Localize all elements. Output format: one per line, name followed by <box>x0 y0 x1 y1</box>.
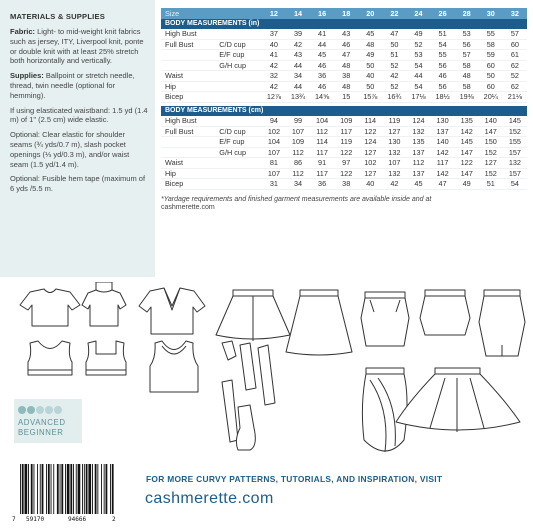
size-header-row <box>161 8 527 19</box>
cup-label <box>219 116 262 126</box>
barcode-bar <box>25 464 28 514</box>
barcode-bar <box>101 464 102 514</box>
measurement-value: 46 <box>334 39 358 50</box>
measurement-value: 152 <box>479 168 503 179</box>
barcode-bar <box>78 464 81 514</box>
measurement-value: 122 <box>455 158 479 169</box>
barcode-bar <box>61 464 63 514</box>
mock-neck-top-drawing <box>82 282 126 326</box>
measurement-label: High Bust <box>161 29 219 39</box>
measurement-value: 124 <box>406 116 430 126</box>
waistband-paragraph: If using elasticated waistband: 1.5 yd (1.4 m) of 1" (2.5 cm) wide elastic. <box>10 105 148 125</box>
measurement-value: 58 <box>479 39 503 50</box>
skill-level-line2: BEGINNER <box>18 427 64 437</box>
measurement-value: 49 <box>455 179 479 190</box>
measurement-value: 48 <box>334 60 358 71</box>
size-cell: 32 <box>503 8 527 19</box>
measurement-value: 44 <box>310 39 334 50</box>
measurement-value: 55 <box>431 50 455 61</box>
measurement-value: 50 <box>382 39 406 50</box>
measurement-value: 46 <box>310 81 334 92</box>
measurement-value: 62 <box>503 81 527 92</box>
measurement-value: 19⅜ <box>455 92 479 103</box>
measurement-value: 119 <box>334 137 358 148</box>
cup-label <box>219 81 262 92</box>
section-heading-cm: BODY MEASUREMENTS (cm) <box>161 106 527 116</box>
measurement-label <box>161 50 219 61</box>
measurement-value: 61 <box>503 50 527 61</box>
cup-label: G/H cup <box>219 60 262 71</box>
measurement-value: 112 <box>286 168 310 179</box>
cup-label <box>219 92 262 103</box>
skill-level-dots <box>18 406 82 414</box>
measurement-value: 94 <box>262 116 286 126</box>
measurement-value: 112 <box>310 126 334 137</box>
section-heading-inches: BODY MEASUREMENTS (in) <box>161 19 527 29</box>
measurement-value: 47 <box>334 50 358 61</box>
optional-elastic-paragraph: Optional: Clear elastic for shoulder seams (¾ yds/0.7 m), slash pocket openings (⅓ yd/0.3 m), and/or waist seam (1.5 yd/1.4 m). <box>10 130 130 169</box>
measurement-value: 38 <box>334 179 358 190</box>
midi-pencil-skirt-drawing <box>479 290 525 356</box>
measurement-value: 14⅝ <box>310 92 334 103</box>
measurement-value: 62 <box>503 60 527 71</box>
measurement-value: 140 <box>479 116 503 126</box>
section-heading-row <box>161 106 527 116</box>
measurement-value: 50 <box>479 71 503 82</box>
measurement-value: 50 <box>358 81 382 92</box>
measurement-value: 58 <box>455 60 479 71</box>
cup-label: C/D cup <box>219 126 262 137</box>
cropped-tee-drawing <box>20 289 80 326</box>
measurement-value: 135 <box>455 116 479 126</box>
scoop-crop-tank-drawing <box>28 341 72 375</box>
measurement-value: 60 <box>503 39 527 50</box>
measurement-value: 34 <box>286 71 310 82</box>
measurement-value: 45 <box>310 50 334 61</box>
table-row <box>161 29 527 39</box>
barcode-bar <box>22 464 24 514</box>
measurement-value: 107 <box>382 158 406 169</box>
measurement-value: 155 <box>503 137 527 148</box>
size-cell: 14 <box>286 8 310 19</box>
table-row <box>161 50 527 61</box>
measurement-value: 48 <box>334 81 358 92</box>
barcode-bar <box>106 464 108 514</box>
measurement-value: 37 <box>262 29 286 39</box>
table-row <box>161 147 527 158</box>
measurement-value: 127 <box>382 126 406 137</box>
barcode-bar <box>76 464 77 514</box>
barcode-digit-left: 7 <box>12 516 16 523</box>
measurement-value: 147 <box>455 168 479 179</box>
table-row <box>161 137 527 148</box>
measurement-value: 16¾ <box>382 92 406 103</box>
measurement-value: 145 <box>503 116 527 126</box>
measurement-value: 49 <box>358 50 382 61</box>
measurement-value: 51 <box>479 179 503 190</box>
measurement-value: 15⅞ <box>358 92 382 103</box>
measurement-label: High Bust <box>161 116 219 126</box>
pencil-skirt-pockets-drawing <box>361 292 409 346</box>
table-row <box>161 60 527 71</box>
section-heading-row <box>161 19 527 29</box>
measurement-value: 137 <box>406 147 430 158</box>
measurement-value: 56 <box>431 60 455 71</box>
measurement-value: 40 <box>358 71 382 82</box>
size-cell: 24 <box>406 8 430 19</box>
measurement-value: 117 <box>431 158 455 169</box>
cup-label <box>219 29 262 39</box>
skill-dot-4 <box>45 406 53 414</box>
barcode-bar <box>60 464 61 514</box>
barcode-bar <box>70 464 72 514</box>
measurement-value: 36 <box>310 71 334 82</box>
cup-label <box>219 158 262 169</box>
measurement-value: 127 <box>358 147 382 158</box>
measurement-value: 42 <box>262 60 286 71</box>
measurement-value: 44 <box>406 71 430 82</box>
measurement-value: 45 <box>406 179 430 190</box>
measurement-value: 140 <box>431 137 455 148</box>
measurement-value: 54 <box>406 60 430 71</box>
measurement-value: 97 <box>334 158 358 169</box>
measurement-value: 117 <box>310 147 334 158</box>
measurement-value: 41 <box>310 29 334 39</box>
barcode-bar <box>40 464 41 514</box>
measurement-value: 112 <box>286 147 310 158</box>
supplies-label: Supplies: <box>10 71 44 81</box>
v-neck-tee-drawing <box>139 288 205 334</box>
skill-level-badge <box>14 399 82 443</box>
measurement-value: 53 <box>406 50 430 61</box>
barcode-digits-group1: 59170 <box>26 516 45 523</box>
measurement-value: 47 <box>382 29 406 39</box>
measurement-value: 57 <box>503 29 527 39</box>
pencil-skirt-drawing <box>420 290 470 335</box>
barcode-bar <box>20 464 21 514</box>
measurement-value: 86 <box>286 158 310 169</box>
measurement-value: 42 <box>262 81 286 92</box>
measurement-value: 81 <box>262 158 286 169</box>
measurement-value: 40 <box>358 179 382 190</box>
fabric-label: Fabric: <box>10 27 36 36</box>
measurement-value: 112 <box>406 158 430 169</box>
measurement-value: 12⅞ <box>262 92 286 103</box>
skill-dot-1 <box>18 406 26 414</box>
barcode-bar <box>86 464 88 514</box>
optional-hem-tape-paragraph: Optional: Fusible hem tape (maximum of 6 yds /5.5 m. <box>10 174 146 194</box>
measurement-value: 150 <box>479 137 503 148</box>
measurement-value: 142 <box>455 126 479 137</box>
measurement-label: Bicep <box>161 179 219 190</box>
technical-drawings <box>0 282 533 472</box>
cup-label: E/F cup <box>219 50 262 61</box>
fabric-paragraph <box>10 27 149 66</box>
size-label: Size <box>161 8 262 19</box>
barcode-bar <box>110 464 111 514</box>
measurement-value: 52 <box>382 60 406 71</box>
measurement-value: 49 <box>406 29 430 39</box>
measurement-value: 132 <box>406 126 430 137</box>
measurement-value: 132 <box>382 168 406 179</box>
barcode-bar <box>42 464 44 514</box>
size-cell: 26 <box>431 8 455 19</box>
measurement-value: 54 <box>431 39 455 50</box>
size-cell: 12 <box>262 8 286 19</box>
measurement-value: 48 <box>455 71 479 82</box>
measurements-table <box>161 8 527 190</box>
measurement-value: 36 <box>310 179 334 190</box>
measurement-value: 38 <box>334 71 358 82</box>
barcode-bar <box>37 464 38 514</box>
note-url: cashmerette.com <box>161 203 215 211</box>
measurement-value: 107 <box>262 168 286 179</box>
measurement-value: 132 <box>503 158 527 169</box>
measurement-value: 31 <box>262 179 286 190</box>
table-row <box>161 168 527 179</box>
size-chart <box>161 8 527 211</box>
measurement-value: 114 <box>358 116 382 126</box>
measurement-value: 39 <box>286 29 310 39</box>
measurement-value: 18½ <box>431 92 455 103</box>
square-neck-crop-drawing <box>86 341 126 375</box>
table-row <box>161 179 527 190</box>
measurement-value: 117 <box>334 126 358 137</box>
barcode-bar <box>67 464 70 514</box>
measurement-value: 135 <box>406 137 430 148</box>
barcode-bar <box>57 464 59 514</box>
barcode-bar <box>48 464 50 514</box>
measurement-value: 104 <box>310 116 334 126</box>
barcode <box>10 462 120 524</box>
measurement-value: 48 <box>358 39 382 50</box>
barcode-bar <box>97 464 98 514</box>
measurement-value: 34 <box>286 179 310 190</box>
measurement-label: Full Bust <box>161 126 219 137</box>
measurement-value: 91 <box>310 158 334 169</box>
measurement-value: 122 <box>358 126 382 137</box>
measurement-value: 42 <box>286 39 310 50</box>
supplies-text: Ballpoint or stretch needle, thread, twin needle (optional for hemming). <box>10 71 135 100</box>
measurement-value: 44 <box>286 81 310 92</box>
size-cell: 28 <box>455 8 479 19</box>
barcode-bar <box>46 464 47 514</box>
measurement-value: 41 <box>262 50 286 61</box>
measurement-value: 107 <box>286 126 310 137</box>
measurement-value: 107 <box>262 147 286 158</box>
measurement-value: 130 <box>431 116 455 126</box>
table-row <box>161 116 527 126</box>
measurement-value: 109 <box>334 116 358 126</box>
measurement-value: 45 <box>358 29 382 39</box>
yardage-note: *Yardage requirements and finished garment measurements are available inside and at <box>161 195 432 203</box>
measurement-value: 130 <box>382 137 406 148</box>
size-cell: 22 <box>382 8 406 19</box>
measurement-value: 102 <box>358 158 382 169</box>
measurement-value: 17⅛ <box>406 92 430 103</box>
size-cell: 18 <box>334 8 358 19</box>
measurement-value: 142 <box>431 147 455 158</box>
table-row <box>161 126 527 137</box>
barcode-bar <box>104 464 105 514</box>
measurement-value: 157 <box>503 147 527 158</box>
measurement-value: 124 <box>358 137 382 148</box>
barcode-digits-group2: 94666 <box>68 516 87 523</box>
measurement-value: 59 <box>479 50 503 61</box>
measurement-value: 152 <box>503 126 527 137</box>
skill-dot-3 <box>36 406 44 414</box>
table-row <box>161 71 527 82</box>
measurement-value: 147 <box>455 147 479 158</box>
footer-url[interactable]: cashmerette.com <box>145 490 274 507</box>
measurement-value: 32 <box>262 71 286 82</box>
measurement-value: 60 <box>479 60 503 71</box>
materials-sidebar <box>0 0 155 277</box>
measurement-value: 40 <box>262 39 286 50</box>
measurement-value: 46 <box>310 60 334 71</box>
measurement-value: 114 <box>310 137 334 148</box>
measurement-value: 54 <box>503 179 527 190</box>
measurement-label: Hip <box>161 168 219 179</box>
barcode-bar <box>53 464 54 514</box>
measurement-label: Hip <box>161 81 219 92</box>
barcode-bar <box>112 464 114 514</box>
measurement-value: 102 <box>262 126 286 137</box>
measurement-value: 127 <box>479 158 503 169</box>
measurement-value: 142 <box>431 168 455 179</box>
cup-label: E/F cup <box>219 137 262 148</box>
measurement-value: 46 <box>431 71 455 82</box>
measurement-value: 54 <box>406 81 430 92</box>
measurement-value: 104 <box>262 137 286 148</box>
measurement-value: 20¼ <box>479 92 503 103</box>
fabric-text: Light- to mid-weight knit fabrics such as jersey, ITY, Liverpool knit, ponte or double knit with at least 25% stretch both horizontally and vertically. <box>10 27 144 66</box>
cup-label <box>219 168 262 179</box>
measurement-value: 21⅛ <box>503 92 527 103</box>
measurement-value: 56 <box>455 39 479 50</box>
measurement-value: 137 <box>406 168 430 179</box>
measurement-value: 99 <box>286 116 310 126</box>
measurement-value: 57 <box>455 50 479 61</box>
cup-label: C/D cup <box>219 39 262 50</box>
measurement-value: 109 <box>286 137 310 148</box>
draped-skirt-drawing <box>362 368 407 452</box>
measurement-value: 147 <box>479 126 503 137</box>
measurement-label <box>161 147 219 158</box>
cup-label <box>219 71 262 82</box>
measurement-value: 117 <box>310 168 334 179</box>
barcode-bar <box>34 464 35 514</box>
measurement-value: 13¾ <box>286 92 310 103</box>
footer-promo: FOR MORE CURVY PATTERNS, TUTORIALS, AND INSPIRATION, VISIT <box>146 474 443 484</box>
size-cell: 30 <box>479 8 503 19</box>
cup-label <box>219 179 262 190</box>
measurement-label <box>161 60 219 71</box>
barcode-bar <box>82 464 83 514</box>
measurement-value: 152 <box>479 147 503 158</box>
cup-label: G/H cup <box>219 147 262 158</box>
measurement-value: 51 <box>431 29 455 39</box>
measurement-value: 52 <box>382 81 406 92</box>
measurement-label: Bicep <box>161 92 219 103</box>
barcode-bar <box>95 464 97 514</box>
measurement-value: 50 <box>358 60 382 71</box>
barcode-bar <box>88 464 91 514</box>
tank-top-drawing <box>150 341 198 392</box>
barcode-bar <box>51 464 52 514</box>
measurement-value: 15 <box>334 92 358 103</box>
measurement-value: 127 <box>358 168 382 179</box>
measurement-value: 58 <box>455 81 479 92</box>
barcode-bar <box>73 464 74 514</box>
skill-dot-5 <box>54 406 62 414</box>
measurement-value: 55 <box>479 29 503 39</box>
supplies-paragraph <box>10 71 149 100</box>
barcode-bar <box>31 464 33 514</box>
materials-heading: MATERIALS & SUPPLIES <box>10 12 105 21</box>
size-cell: 16 <box>310 8 334 19</box>
maxi-skirt-drawing <box>286 290 352 355</box>
measurement-label: Waist <box>161 158 219 169</box>
measurement-label <box>161 137 219 148</box>
flared-skirt-drawing <box>396 368 520 432</box>
measurement-value: 145 <box>455 137 479 148</box>
sleeve-variations-drawing <box>222 341 275 450</box>
table-row <box>161 81 527 92</box>
measurement-value: 51 <box>382 50 406 61</box>
measurement-value: 43 <box>286 50 310 61</box>
table-row <box>161 92 527 103</box>
measurement-value: 132 <box>382 147 406 158</box>
table-row <box>161 39 527 50</box>
measurement-value: 52 <box>503 71 527 82</box>
size-cell: 20 <box>358 8 382 19</box>
barcode-bar <box>84 464 85 514</box>
skill-dot-2 <box>27 406 35 414</box>
a-line-skirt-drawing <box>216 290 290 341</box>
measurement-value: 119 <box>382 116 406 126</box>
measurement-value: 122 <box>334 147 358 158</box>
barcode-bar <box>65 464 66 514</box>
measurement-value: 53 <box>455 29 479 39</box>
measurement-value: 60 <box>479 81 503 92</box>
measurement-value: 122 <box>334 168 358 179</box>
measurement-value: 43 <box>334 29 358 39</box>
measurement-value: 42 <box>382 179 406 190</box>
measurement-value: 56 <box>431 81 455 92</box>
measurement-label: Waist <box>161 71 219 82</box>
barcode-bar <box>28 464 29 514</box>
skill-level-line1: ADVANCED <box>18 418 66 427</box>
measurement-label: Full Bust <box>161 39 219 50</box>
measurement-value: 42 <box>382 71 406 82</box>
barcode-bar <box>92 464 93 514</box>
table-row <box>161 158 527 169</box>
barcode-digit-right: 2 <box>112 516 116 523</box>
measurement-value: 44 <box>286 60 310 71</box>
measurement-value: 157 <box>503 168 527 179</box>
measurement-value: 52 <box>406 39 430 50</box>
measurement-value: 47 <box>431 179 455 190</box>
measurement-value: 137 <box>431 126 455 137</box>
